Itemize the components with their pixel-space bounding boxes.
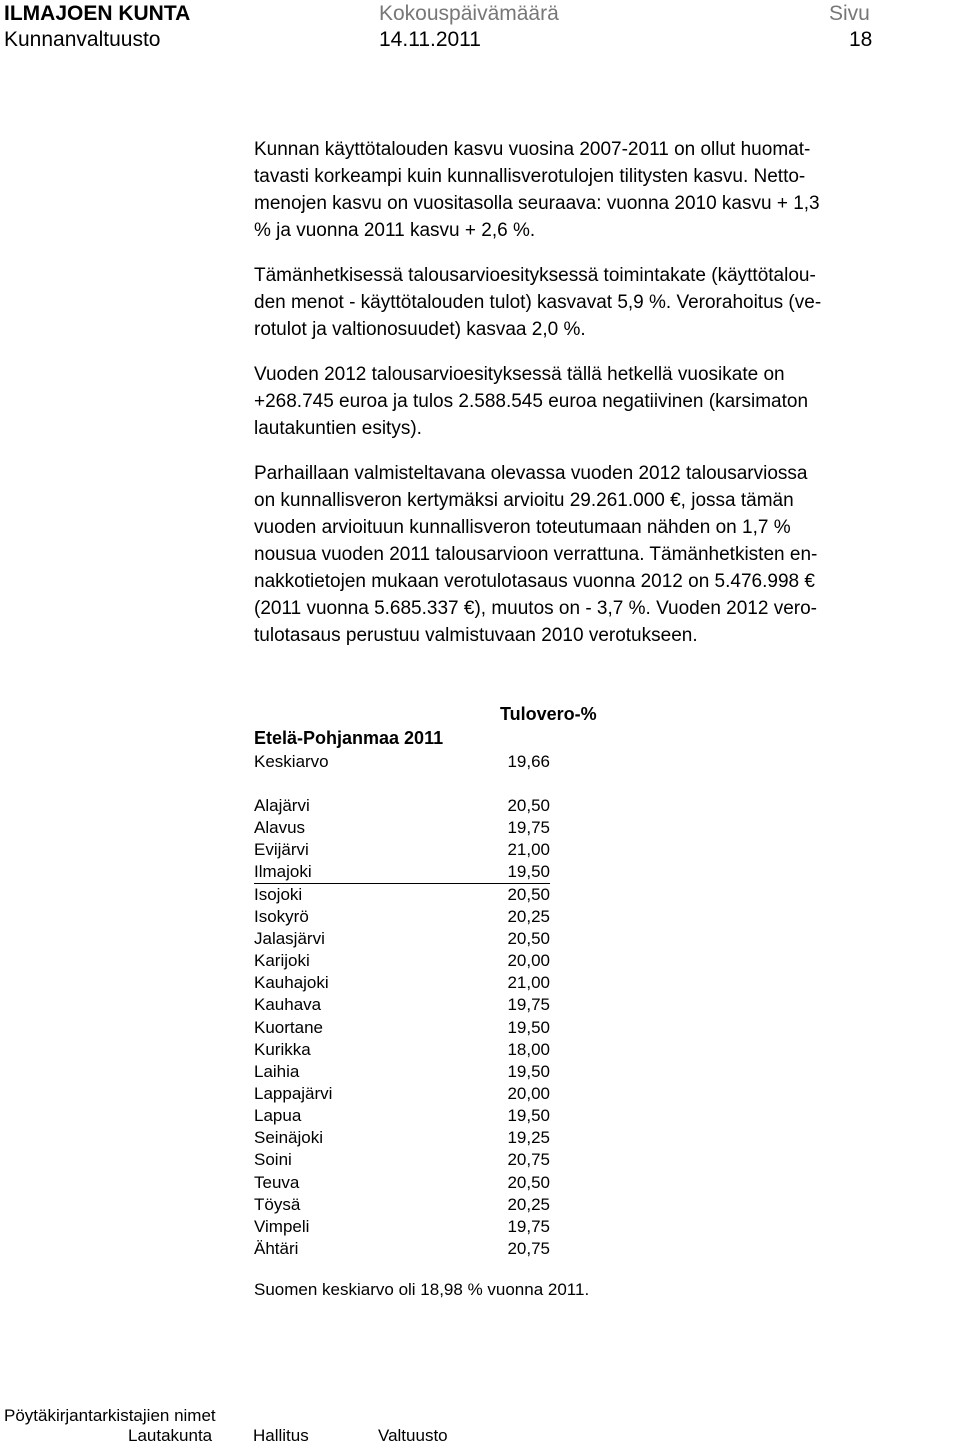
tax-rate-value: 19,66 (507, 752, 550, 771)
tax-rate-value: 19,75 (507, 995, 550, 1015)
municipality-name: Kuortane (254, 1017, 323, 1037)
paragraph-line: +268.745 euroa ja tulos 2.588.545 euroa negatiivinen (karsimaton (254, 391, 809, 412)
table-row (254, 1127, 550, 1149)
municipality-name: Ilmajoki (254, 862, 312, 882)
municipality-name: Alavus (254, 818, 306, 838)
table-row (254, 1194, 550, 1216)
page-number: 18 (849, 28, 873, 51)
municipality-name: Töysä (254, 1194, 301, 1214)
table-row (254, 751, 550, 773)
paragraph-line: Vuoden 2012 talousarvioesityksessä tällä hetkellä vuosikate on (254, 364, 785, 385)
tax-rate-value: 19,50 (507, 1017, 550, 1037)
tax-rate-value: 20,50 (507, 796, 550, 815)
tax-rate-value: 20,00 (507, 951, 550, 971)
paragraph-line: menojen kasvu on vuositasolla seuraava: vuonna 2010 kasvu + 1,3 (254, 193, 820, 214)
region-label: Etelä-Pohjanmaa 2011 (254, 728, 444, 748)
footnote: Suomen keskiarvo oli 18,98 % vuonna 2011. (254, 1280, 590, 1299)
paragraph-line: rotulot ja valtionosuudet) kasvaa 2,0 %. (254, 319, 586, 340)
footer-label-lautakunta: Lautakunta (128, 1426, 213, 1445)
municipality-name: Isojoki (254, 884, 303, 904)
footer-label-valtuusto: Valtuusto (378, 1426, 448, 1445)
paragraph-line: on kunnallisveron kertymäksi arvioitu 29.261.000 €, jossa tämän (254, 490, 794, 511)
paragraph-line: nousua vuoden 2011 talousarvioon verrattuna. Tämänhetkisten en- (254, 544, 818, 565)
table-row (254, 1017, 550, 1039)
paragraph (254, 460, 934, 649)
page-label: Sivu (829, 2, 870, 25)
tax-rate-value: 18,00 (507, 1039, 550, 1059)
table-row (254, 994, 550, 1016)
municipality-name: Evijärvi (254, 840, 309, 860)
table-row (254, 972, 550, 994)
tax-rate-value: 19,50 (507, 1106, 550, 1126)
table-row (254, 906, 550, 928)
paragraph-line: Tämänhetkisessä talousarvioesityksessä toimintakate (käyttötalou- (254, 265, 816, 286)
document-header (0, 0, 960, 62)
table-row (254, 1216, 550, 1238)
tax-rate-value: 21,00 (507, 840, 550, 860)
date-label: Kokouspäivämäärä (379, 2, 559, 25)
tax-rate-value: 20,25 (507, 906, 550, 926)
tax-rate-value: 19,50 (507, 862, 550, 882)
table-row (254, 1061, 550, 1083)
paragraph-line: (2011 vuonna 5.685.337 €), muutos on - 3,7 %. Vuoden 2012 vero- (254, 598, 817, 619)
paragraph-line: Parhaillaan valmisteltavana olevassa vuoden 2012 talousarviossa (254, 463, 808, 484)
paragraph-line: tavasti korkeampi kuin kunnallisverotulojen tilitysten kasvu. Netto- (254, 166, 806, 187)
footer-label-hallitus: Hallitus (253, 1426, 309, 1445)
tax-rate-value: 20,75 (507, 1150, 550, 1170)
tax-rate-value: 19,25 (507, 1128, 550, 1148)
table-row (254, 1039, 550, 1061)
paragraph-line: den menot - käyttötalouden tulot) kasvavat 5,9 %. Verorahoitus (ve- (254, 292, 822, 313)
table-row (254, 861, 550, 884)
municipality-name: Laihia (254, 1061, 300, 1081)
tax-rate-value: 20,50 (507, 1172, 550, 1192)
tax-rate-value: 20,00 (507, 1083, 550, 1103)
paragraph-line: % ja vuonna 2011 kasvu + 2,6 %. (254, 220, 536, 241)
municipality-name: Kurikka (254, 1039, 311, 1059)
municipality-name: Soini (254, 1150, 292, 1170)
tax-column-header: Tulovero-% (500, 704, 597, 724)
paragraph (254, 262, 934, 343)
paragraph (254, 361, 934, 442)
table-row (254, 1083, 550, 1105)
paragraph-line: Kunnan käyttötalouden kasvu vuosina 2007-2011 on ollut huomat- (254, 139, 811, 160)
table-row (254, 928, 550, 950)
meeting-date: 14.11.2011 (379, 28, 481, 51)
paragraph (254, 136, 934, 244)
paragraph-line: lautakuntien esitys). (254, 418, 422, 439)
municipality-name: Isokyrö (254, 906, 309, 926)
footer-title: Pöytäkirjantarkistajien nimet (4, 1406, 216, 1425)
tax-rate-value: 19,75 (507, 1216, 550, 1236)
table-row (254, 1172, 550, 1194)
paragraph-line: vuoden arvioituun kunnallisveron toteutumaan nähden on 1,7 % (254, 517, 791, 538)
org-name: ILMAJOEN KUNTA (4, 2, 191, 25)
table-row (254, 1105, 550, 1127)
table-row (254, 1238, 550, 1260)
municipality-name: Teuva (254, 1172, 300, 1192)
municipality-name: Karijoki (254, 951, 310, 971)
municipality-name: Vimpeli (254, 1216, 310, 1236)
document-footer (0, 1404, 960, 1445)
table-row (254, 839, 550, 861)
tax-rate-value: 21,00 (507, 973, 550, 993)
table-row (254, 950, 550, 972)
table-row (254, 1149, 550, 1171)
tax-rate-value: 20,50 (507, 884, 550, 904)
tax-rate-value: 19,50 (507, 1061, 550, 1081)
municipality-name: Kauhajoki (254, 973, 329, 993)
tax-rate-value: 20,75 (507, 1239, 550, 1258)
municipality-name: Jalasjärvi (254, 928, 325, 948)
tax-rate-value: 19,75 (507, 818, 550, 838)
paragraph-line: tulotasaus perustuu valmistuvaan 2010 verotukseen. (254, 625, 698, 646)
meeting-body: Kunnanvaltuusto (4, 28, 161, 51)
municipality-name: Alajärvi (254, 796, 310, 815)
tax-rate-value: 20,25 (507, 1194, 550, 1214)
municipality-name: Seinäjoki (254, 1128, 323, 1148)
table-row (254, 884, 550, 906)
municipality-name: Lapua (254, 1106, 302, 1126)
body-text (254, 136, 934, 667)
table-row (254, 817, 550, 839)
paragraph-line: nakkotietojen mukaan verotulotasaus vuonna 2012 on 5.476.998 € (254, 571, 815, 592)
table-row (254, 795, 550, 817)
municipality-name: Keskiarvo (254, 752, 329, 771)
municipality-name: Kauhava (254, 995, 322, 1015)
municipality-name: Ähtäri (254, 1239, 299, 1258)
tax-rate-value: 20,50 (507, 928, 550, 948)
municipality-name: Lappajärvi (254, 1083, 333, 1103)
